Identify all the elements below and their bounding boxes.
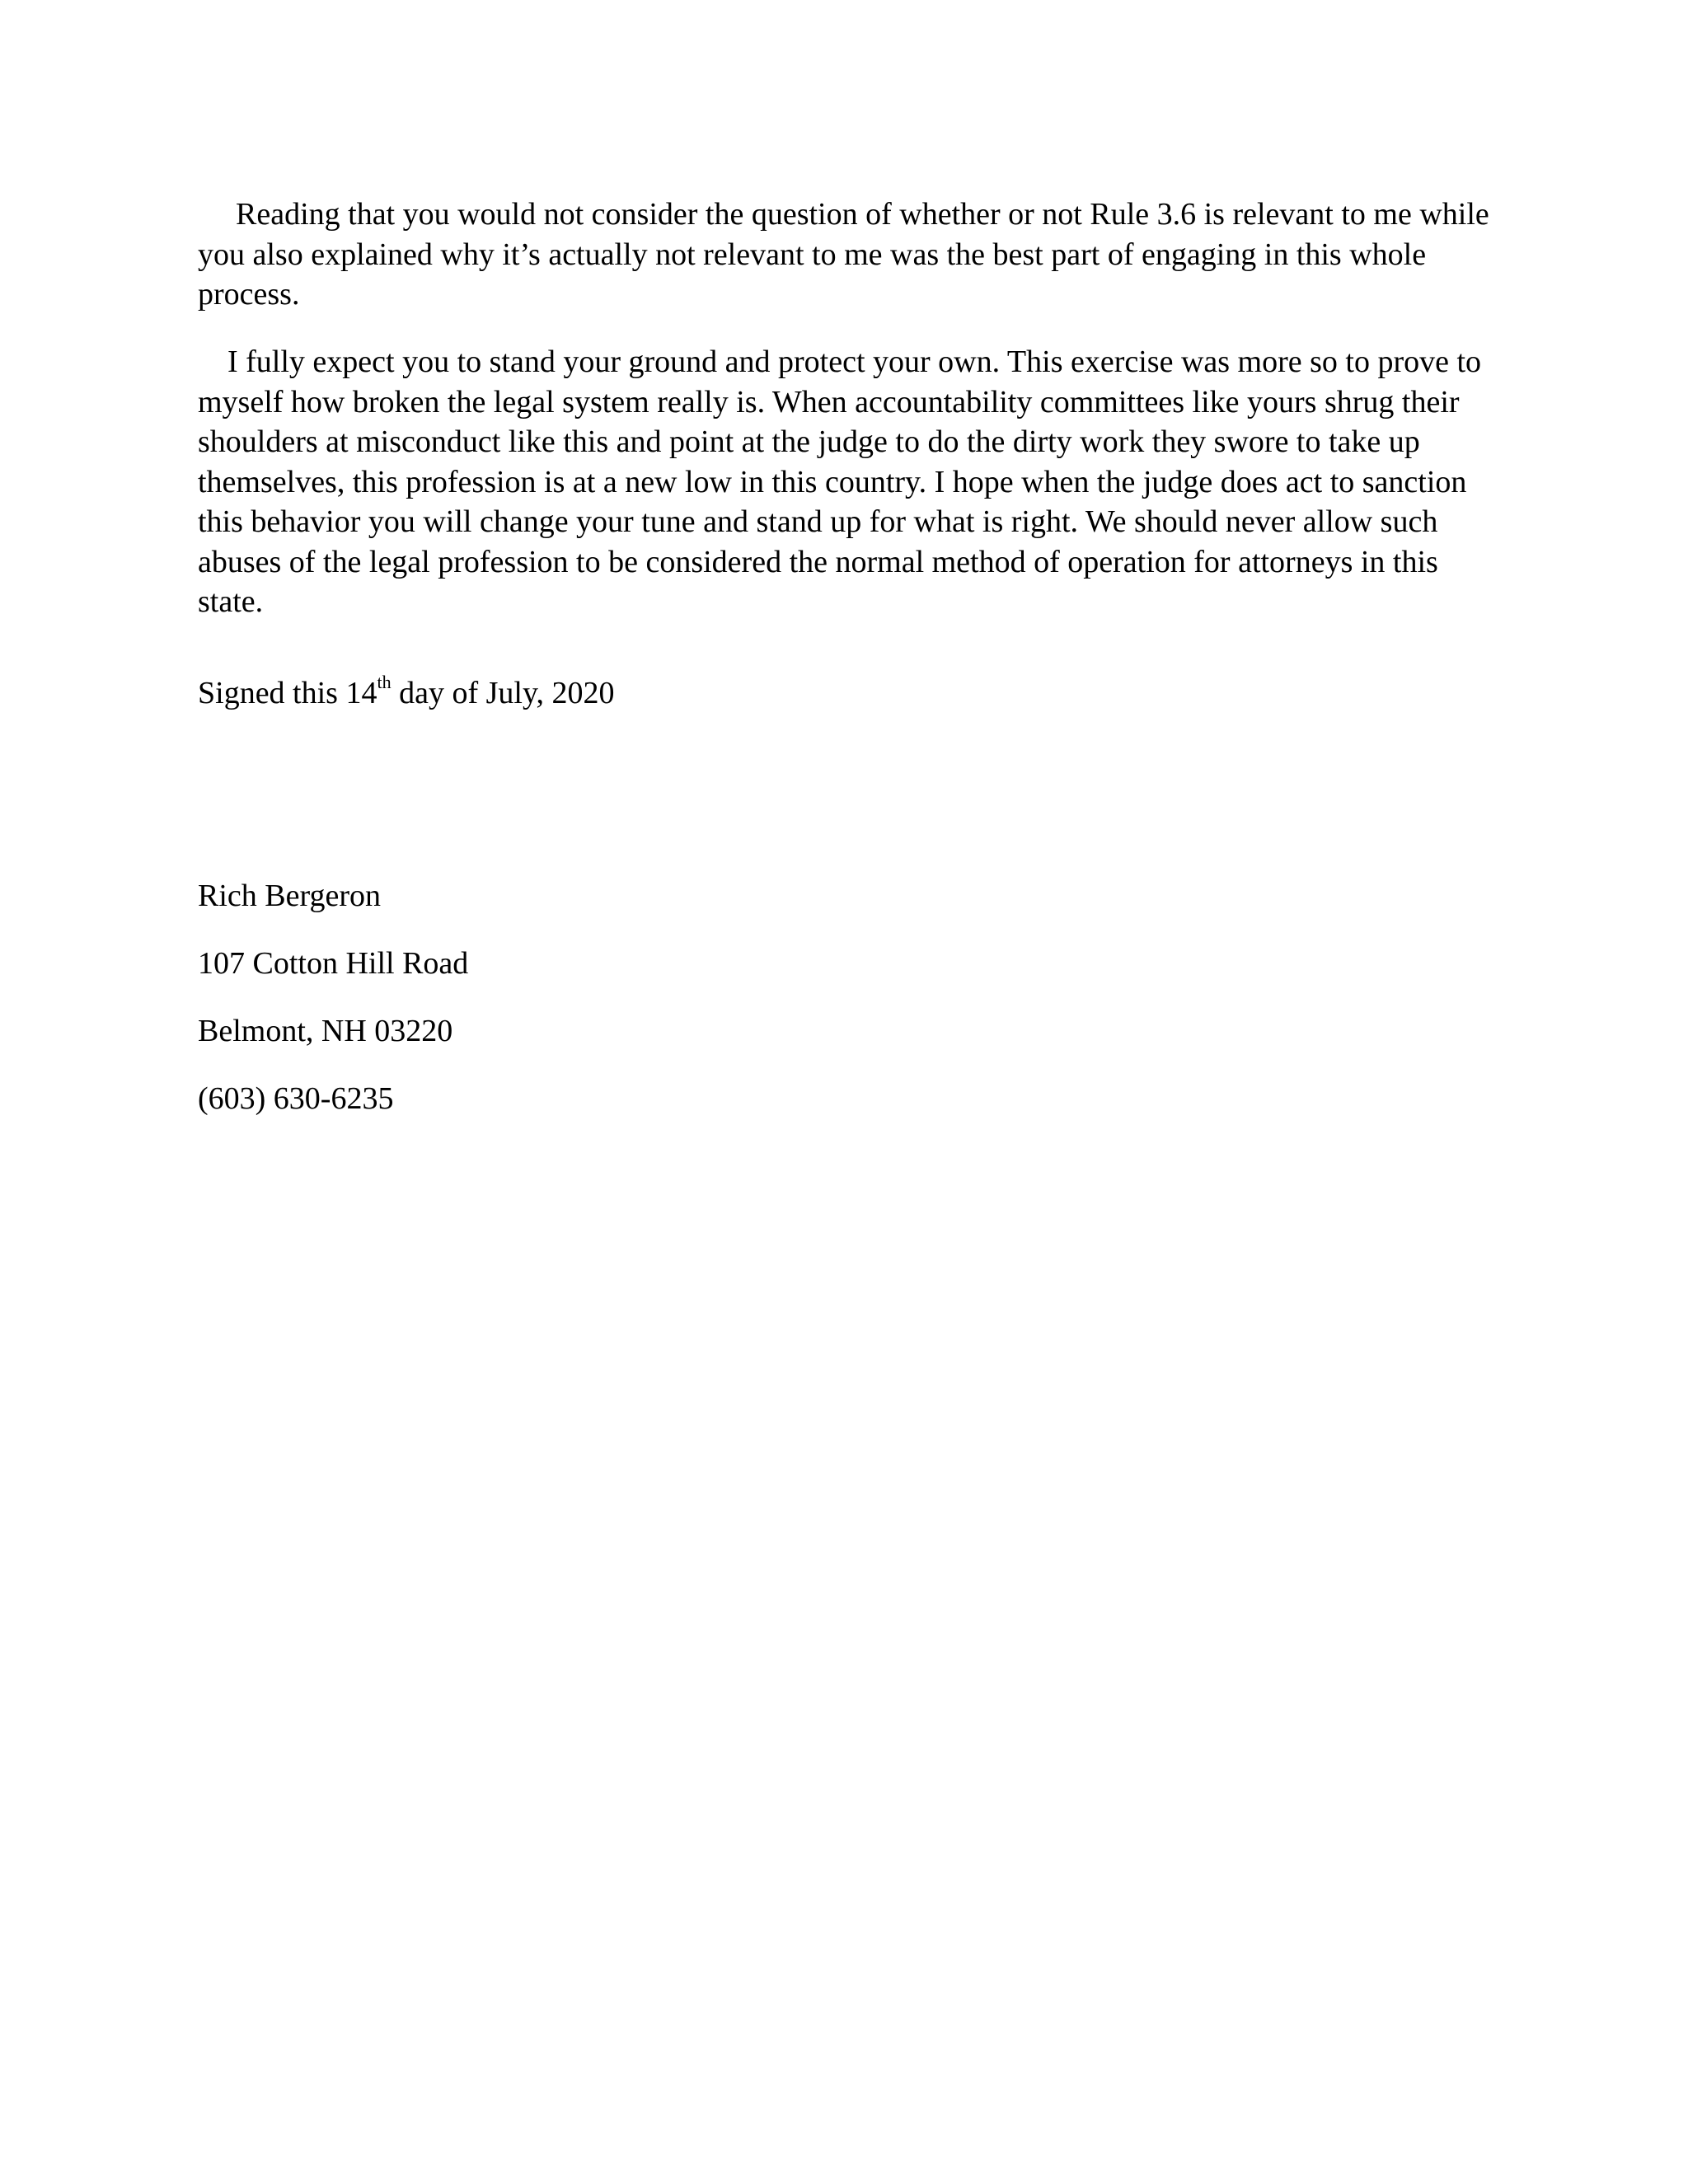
signed-ordinal: th [377, 672, 392, 693]
signed-date-line [198, 673, 615, 713]
signed-prefix: Signed this 14 [198, 676, 377, 710]
letter-paragraph-2: I fully expect you to stand your ground and protect your own. This exercise was more so to prove to myself how broken the legal system really is. When accountability committees like yours shrug their shoulders at misconduct like this and point at the judge to do the dirty work they swore to take up themselves, this profession is at a new low in this country. I hope when the judge does act to sanction this behavior you will change your tune and stand up for what is right. We should never allow such abuses of the legal profession to be considered the normal method of operation for attorneys in this state. [198, 344, 1482, 619]
signer-name: Rich Bergeron [198, 879, 381, 913]
letter-paragraph-1: Reading that you would not consider the question of whether or not Rule 3.6 is relevant to me while you also explained why it’s actually not relevant to me was the best part of engaging in this whole process. [198, 197, 1489, 312]
phone-number: (603) 630-6235 [198, 1081, 394, 1116]
signed-suffix: day of July, 2020 [391, 676, 615, 710]
address-line-1: 107 Cotton Hill Road [198, 946, 469, 981]
address-line-2: Belmont, NH 03220 [198, 1014, 453, 1048]
